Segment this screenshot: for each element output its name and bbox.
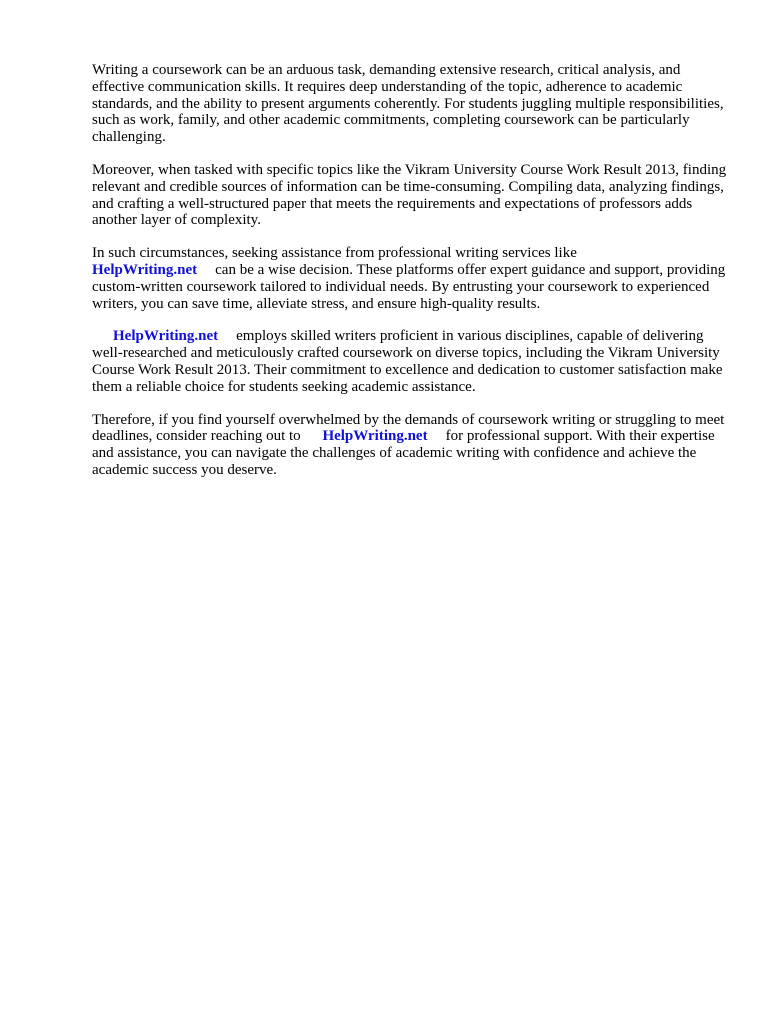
helpwriting-link-3[interactable]: HelpWriting.net <box>322 428 428 445</box>
helpwriting-link-1[interactable]: HelpWriting.net <box>92 261 198 278</box>
paragraph-topic: Moreover, when tasked with specific topics like the Vikram University Course Work Result 2013, finding relevant and credible sources of information can be time-consuming. Compiling data, analyzing findings, and crafting a well-structured paper that meets the requirements and expectations of professors adds another layer of complexity. <box>92 161 727 229</box>
paragraph-conclusion-rest: for professional support. With their expertise and assistance, you can navigate the challenges of academic writing with confidence and achieve the academic success you deserve. <box>92 428 715 478</box>
paragraph-intro: Writing a coursework can be an arduous task, demanding extensive research, critical analysis, and effective communication skills. It requires deep understanding of the topic, adherence to academic standards, and the ability to present arguments coherently. For students juggling multiple responsibilities, such as work, family, and other academic commitments, completing coursework can be particularly challenging. <box>92 62 724 146</box>
helpwriting-link-2[interactable]: HelpWriting.net <box>113 328 219 345</box>
paragraph-conclusion-lead: Therefore, if you find yourself overwhelmed by the demands of coursework writing or struggling to meet deadlines, consider reaching out to <box>92 411 725 445</box>
paragraph-writers-rest: employs skilled writers proficient in various disciplines, capable of delivering well-researched and meticulously crafted coursework on diverse topics, including the Vikram University Course Work Result 2013. Their commitment to excellence and dedication to customer satisfaction make them a reliable choice for students seeking academic assistance. <box>92 328 723 395</box>
paragraph-writers <box>92 328 732 395</box>
paragraph-conclusion <box>92 412 732 479</box>
paragraph-assistance-lead: In such circumstances, seeking assistance from professional writing services like <box>92 245 577 262</box>
paragraph-assistance-rest: can be a wise decision. These platforms offer expert guidance and support, providing custom-written coursework tailored to individual needs. By entrusting your coursework to experienced writers, you can save time, alleviate stress, and ensure high-quality results. <box>92 261 726 312</box>
document-page <box>92 62 732 495</box>
paragraph-assistance <box>92 245 732 312</box>
